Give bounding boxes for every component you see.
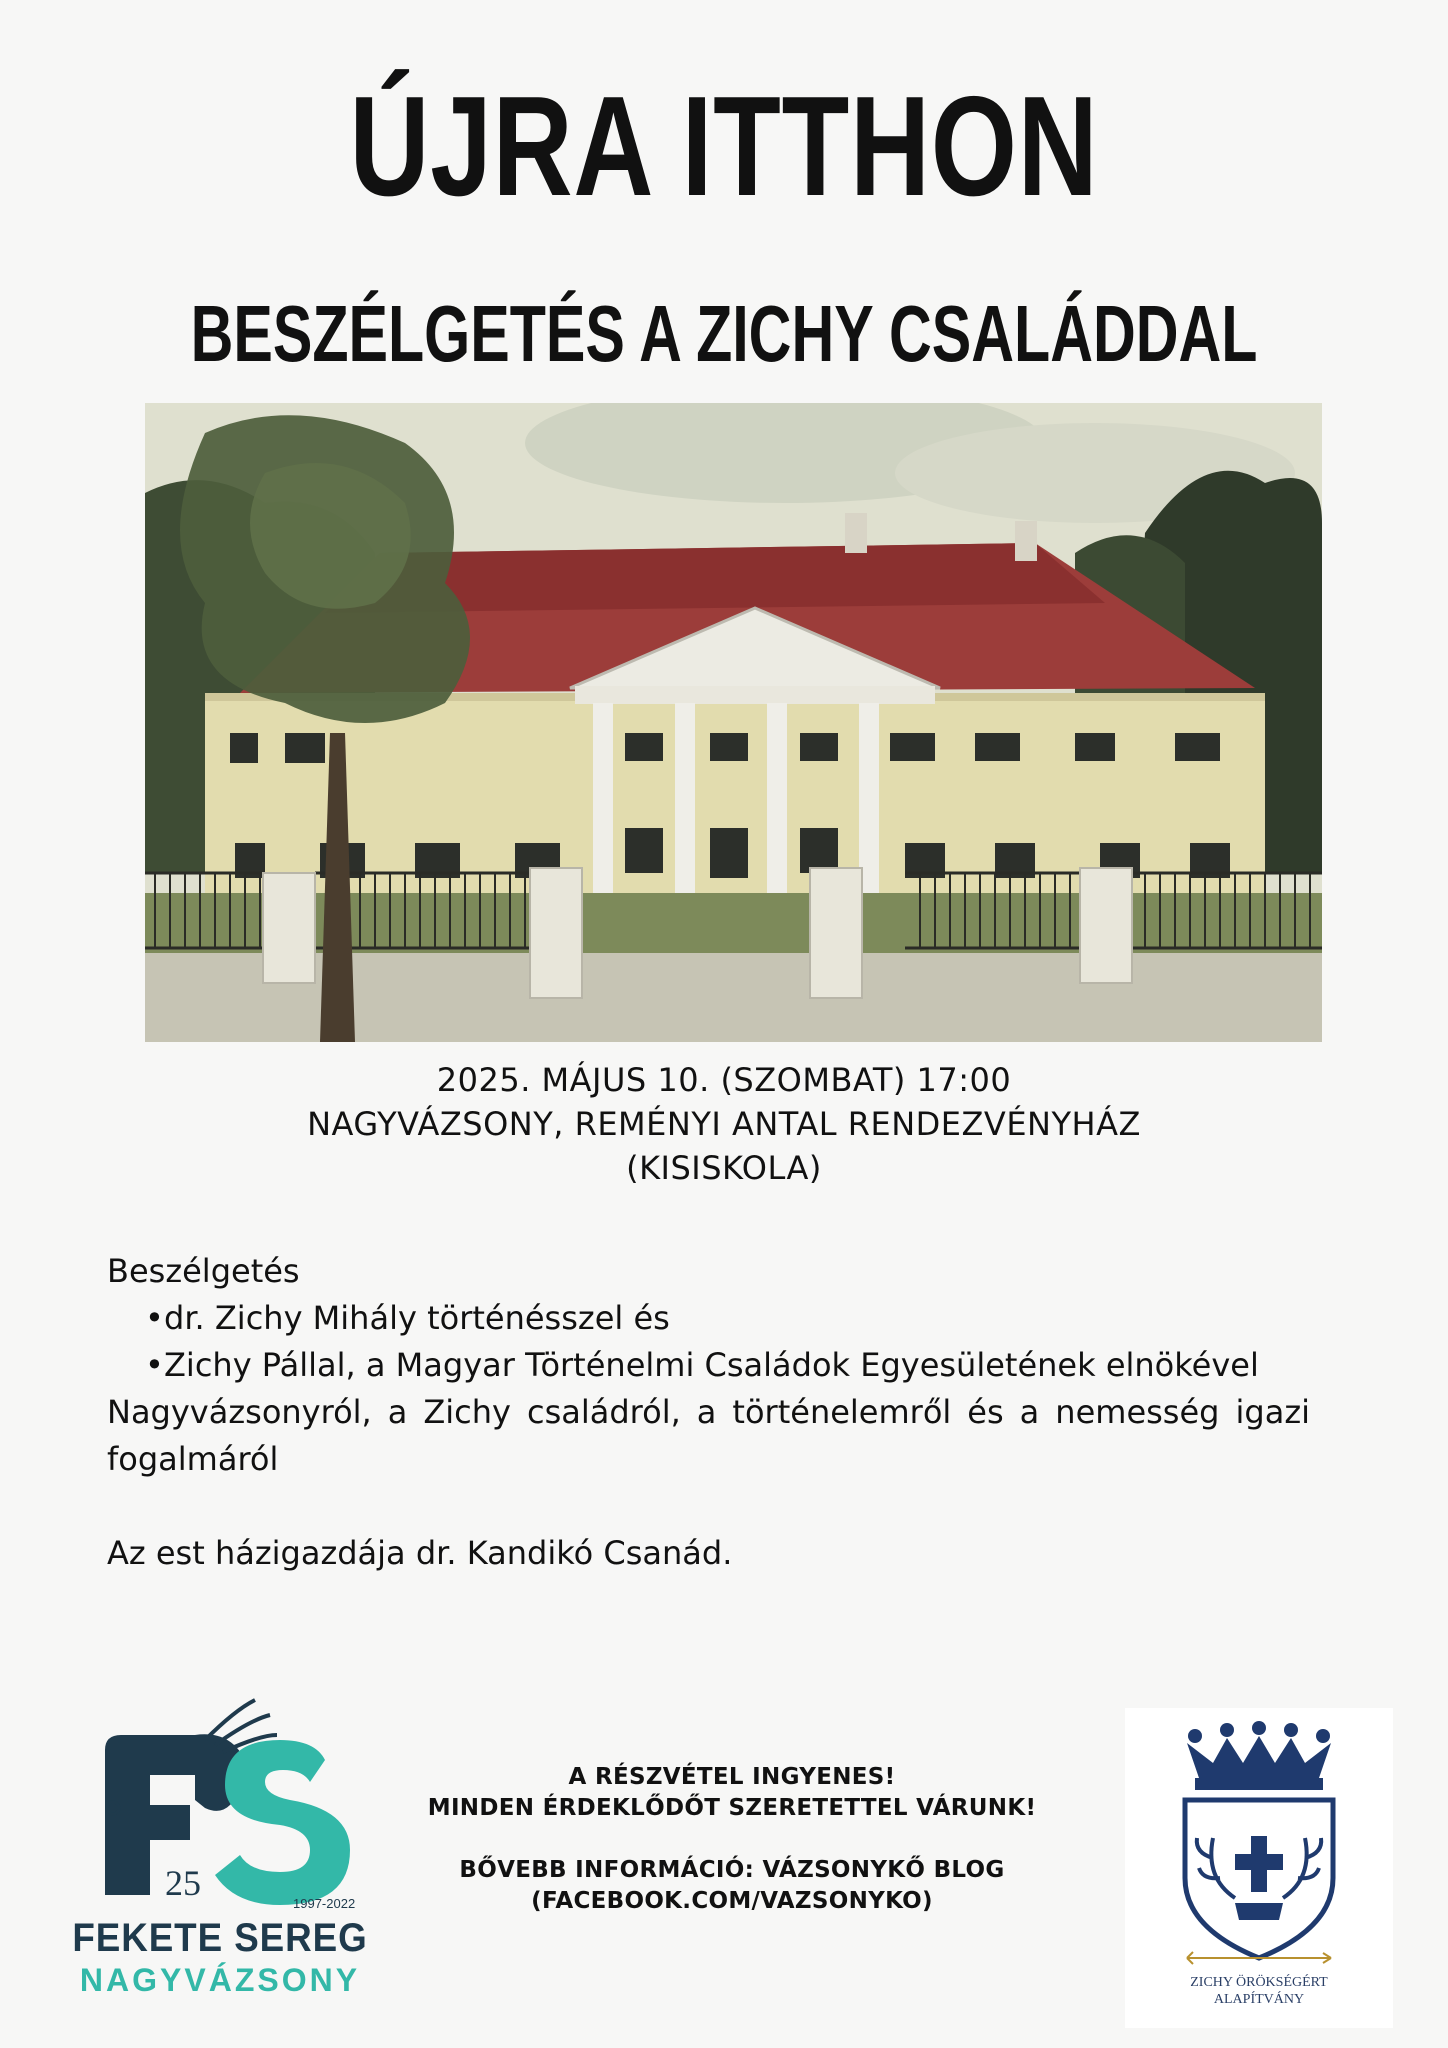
foundation-caption (1125, 1974, 1393, 2008)
event-info (0, 1058, 1448, 1190)
event-venue: NAGYVÁZSONY, REMÉNYI ANTAL RENDEZVÉNYHÁZ (307, 1105, 1141, 1143)
foundation-caption-line1: ZICHY ÖRÖKSÉGÉRT (1190, 1975, 1328, 1990)
zichy-foundation-logo (1125, 1708, 1393, 2028)
description-host: Az est házigazdája dr. Kandikó Csanád. (107, 1534, 733, 1572)
logo-years: 1997-2022 (293, 1896, 356, 1911)
fekete-sereg-emblem-icon (55, 1690, 385, 1920)
logo-name-line2: NAGYVÁZSONY (79, 1962, 361, 1998)
fekete-sereg-logo (55, 1690, 385, 2010)
manor-house-photo (145, 403, 1322, 1042)
speaker-text: Zichy Pállal, a Magyar Történelmi Családok Egyesületének elnökével (164, 1346, 1259, 1384)
speaker-text: dr. Zichy Mihály történésszel és (164, 1299, 670, 1337)
footer-free: A RÉSZVÉTEL INGYENES! (568, 1764, 896, 1790)
crown-shield-icon (1125, 1708, 1393, 1968)
speaker-item (107, 1295, 1310, 1342)
event-description (107, 1248, 1310, 1577)
description-intro: Beszélgetés (107, 1252, 300, 1290)
event-venue-note: (KISISKOLA) (626, 1149, 822, 1187)
bullet-icon: • (145, 1299, 164, 1337)
speaker-item (107, 1342, 1310, 1389)
description-topic: Nagyvázsonyról, a Zichy családról, a történelemről és a nemesség igazi fogalmáról (107, 1393, 1310, 1478)
poster-title: ÚJRA ITTHON (349, 67, 1099, 226)
speaker-list (107, 1295, 1310, 1389)
poster-subtitle: BESZÉLGETÉS A ZICHY CSALÁDDAL (190, 289, 1258, 378)
svg-text:25: 25 (165, 1863, 201, 1903)
event-datetime: 2025. MÁJUS 10. (SZOMBAT) 17:00 (436, 1061, 1012, 1099)
foundation-caption-line2: ALAPÍTVÁNY (1213, 1992, 1305, 2007)
footer-more-info: BŐVEBB INFORMÁCIÓ: VÁZSONYKŐ BLOG (459, 1857, 1005, 1883)
logo-name-line1: FEKETE SEREG (72, 1916, 368, 1960)
footer-facebook: (FACEBOOK.COM/VAZSONYKO) (531, 1888, 933, 1914)
footer-info (398, 1762, 1066, 1917)
footer-welcome: MINDEN ÉRDEKLŐDŐT SZERETETTEL VÁRUNK! (427, 1795, 1037, 1821)
bullet-icon: • (145, 1346, 164, 1384)
